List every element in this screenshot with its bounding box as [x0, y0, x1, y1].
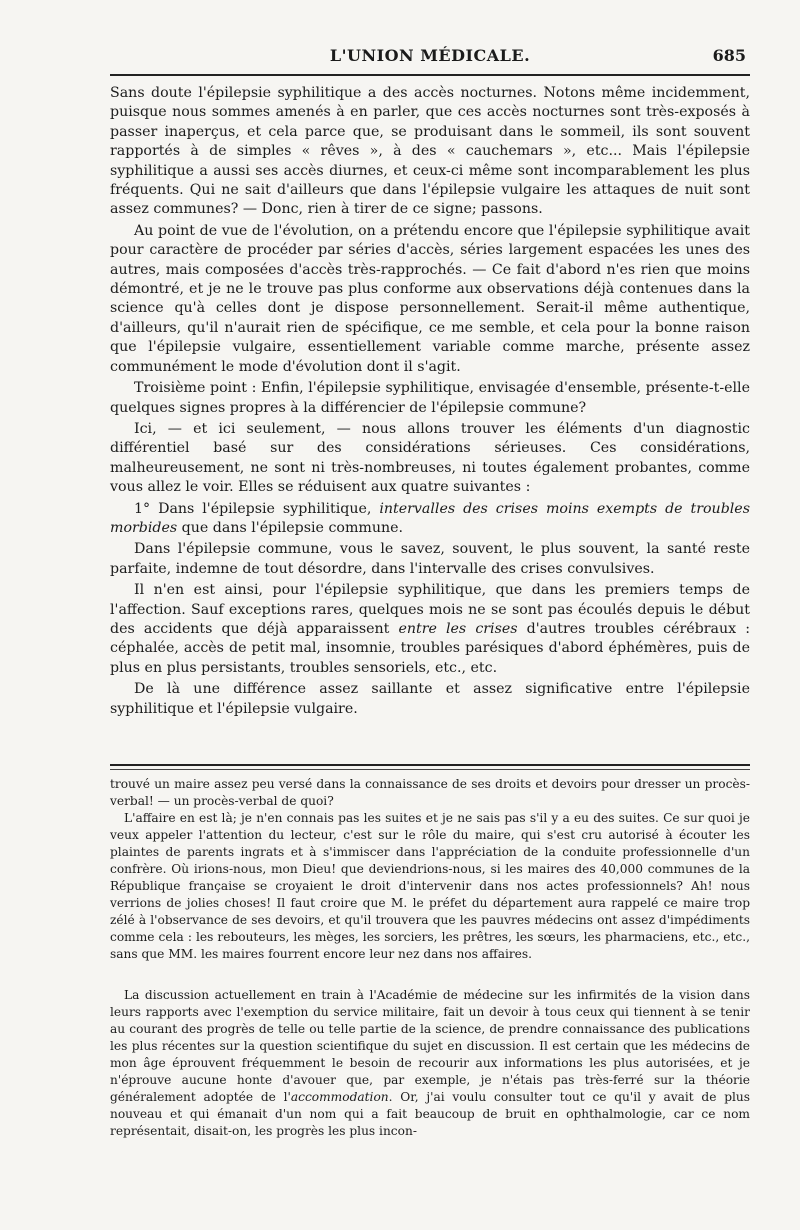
para-c-emphasis: entre les crises [398, 620, 518, 637]
para-c-prefix: Il n'en est ainsi, pour l'épilepsie syphilitique, que dans les premiers temps de l'affection. Sauf exceptions rares, quelques mois ne se sont pas écoulés depuis le début des accidents que déjà apparaissent [110, 582, 750, 637]
page-header [110, 44, 750, 72]
feuilleton-paragraph-2: L'affaire en est là; je n'en connais pas les suites et je ne sais pas s'il y a eu des suites. Ce sur quoi je veux appeler l'attention du lecteur, c'est sur le rôle du maire, qui s'est cru autorisé à écouter les plaintes de parents ingrats et à s'immiscer dans l'appréciation de la conduite professionnelle d'un confrère. Où irions-nous, mon Dieu! que deviendrions-nous, si les maires des 40,000 communes de la République française se croyaient le droit d'intervenir dans nos actes professionnels? Ah! nous verrions de jolies choses! Il faut croire que M. le préfet du département aura rappelé ce maire trop zélé à l'observance de ses devoirs, et qu'il trouvera que les pauvres médecins ont assez d'impédiments comme cela : les rebouteurs, les mèges, les sorciers, les prêtres, les sœurs, les pharmaciens, etc., etc., sans que MM. les maires fourrent encore leur nez dans nos affaires. [110, 811, 750, 961]
p3-emphasis: accommodation [290, 1090, 389, 1104]
para-c-suffix: d'autres troubles cérébraux : céphalée, accès de petit mal, insomnie, troubles parésiques d'abord éphémères, puis de plus en plus persistants, troubles sensoriels, etc., etc. [110, 620, 750, 676]
paragraph-diagnostic: Ici, — et ici seulement, — nous allons trouver les éléments d'un diagnostic différentiel basé sur des considérations sérieuses. Ces considérations, malheureusement, ne sont ni très-nombreuses, ni toutes également probantes, comme vous allez le voir. Elles se réduisent aux quatre suivantes : [110, 420, 750, 496]
paragraph-common-epilepsy: Dans l'épilepsie commune, vous le savez, souvent, le plus souvent, la santé reste parfaite, indemne de tout désordre, dans l'intervalle des crises convulsives. [110, 541, 750, 577]
p3-suffix: . Or, j'ai voulu consulter tout ce qu'il y avait de plus nouveau et qui émanait d'un nom qui a fait beaucoup de bruit en ophthalmologie, car ce nom représentait, disait-on, les progrès les plus incon- [110, 1090, 750, 1138]
list-item-1-prefix: 1° Dans l'épilepsie syphilitique, [134, 500, 380, 517]
divider-thin [110, 769, 750, 770]
list-item-1-suffix: que dans l'épilepsie commune. [177, 519, 404, 536]
feuilleton-paragraph-3 [110, 987, 750, 1140]
paragraph-syphilitic-epilepsy [110, 581, 750, 678]
feuilleton-text [110, 776, 750, 1140]
header-rule [110, 74, 750, 76]
feuilleton-paragraph-1: trouvé un maire assez peu versé dans la connaissance de ses droits et devoirs pour dresser un procès-verbal! — un procès-verbal de quoi? [110, 777, 750, 808]
paragraph-nocturnal: Sans doute l'épilepsie syphilitique a des accès nocturnes. Notons même incidemment, puisque nous sommes amenés à en parler, que ces accès nocturnes sont très-exposés à passer inaperçus, et cela parce que, se produisant dans le sommeil, ils sont souvent rapportés à de simples « rêves », à des « cauchemars », etc... Mais l'épilepsie syphilitique a aussi ses accès diurnes, et ceux-ci même sont incomparablement les plus fréquents. Qui ne sait d'ailleurs que dans l'épilepsie vulgaire les attaques de nuit sont assez communes? — Donc, rien à tirer de ce signe; passons. [110, 85, 750, 218]
main-text [110, 84, 750, 721]
running-title: L'UNION MÉDICALE. [329, 46, 531, 65]
paragraph-evolution: Au point de vue de l'évolution, on a prétendu encore que l'épilepsie syphilitique avait pour caractère de procéder par séries d'accès, séries largement espacées les unes des autres, mais composées d'accès très-rapprochés. — Ce fait d'abord n'es rien que moins démontré, et je ne le trouve pas plus conforme aux observations déjà contenues dans la science qu'à celles dont je dispose personnellement. Serait-il même authentique, d'ailleurs, qu'il n'aurait rien de spécifique, ce me semble, et cela pour la bonne raison que l'épilepsie vulgaire, essentiellement variable comme marche, présente assez communément le mode d'évolution dont il s'agit. [110, 222, 750, 375]
list-item-1-emphasis: intervalles des crises moins exempts de troubles morbides [110, 500, 750, 536]
p3-prefix: La discussion actuellement en train à l'Académie de médecine sur les infirmités de la vision dans leurs rapports avec l'exemption du service militaire, fait un devoir à tous ceux qui tiennent à se tenir au courant des progrès de telle ou telle partie de la science, de prendre connaissance des publications les plus récentes sur la question scientifique du sujet en discussion. Il est certain que les médecins de mon âge éprouvent fréquemment le besoin de recourir aux informations les plus autorisées, et je n'éprouve aucune honte d'avouer que, par exemple, je n'étais pas très-ferré sur la théorie généralement adoptée de l' [110, 988, 750, 1104]
list-item-1 [110, 500, 750, 539]
feuilleton-divider [110, 764, 750, 770]
page-number: 685 [712, 46, 746, 65]
paragraph-third-point: Troisième point : Enfin, l'épilepsie syphilitique, envisagée d'ensemble, présente-t-elle quelques signes propres à la différencier de l'épilepsie commune? [110, 380, 750, 416]
paragraph-difference: De là une différence assez saillante et assez significative entre l'épilepsie syphilitique et l'épilepsie vulgaire. [110, 681, 750, 717]
divider-thick [110, 764, 750, 766]
